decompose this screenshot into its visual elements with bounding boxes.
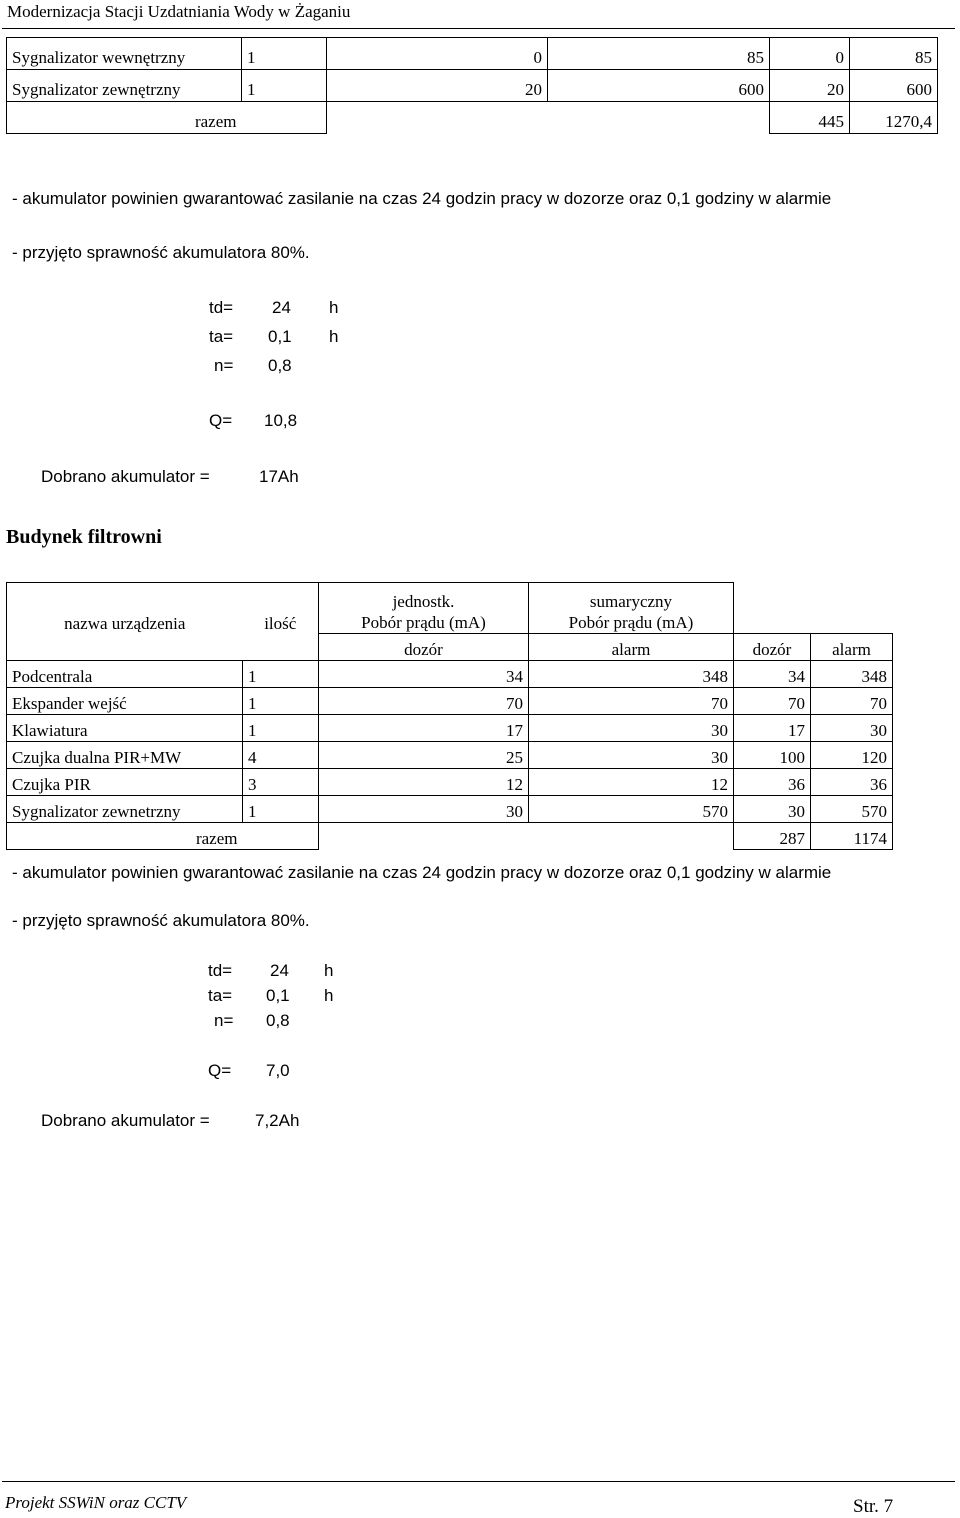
subheader-alarm-1: alarm (529, 634, 734, 661)
table-cell: 600 (548, 70, 770, 102)
table-total-row (7, 102, 938, 134)
battery-note-1: - akumulator powinien gwarantować zasilanie na czas 24 godzin pracy w dozorze oraz 0,1 godziny w alarmie (12, 863, 832, 882)
battery-note-1: - akumulator powinien gwarantować zasilanie na czas 24 godzin pracy w dozorze oraz 0,1 godziny w alarmie (12, 189, 832, 208)
table-cell: 1 (243, 796, 319, 823)
section-heading: Budynek filtrowni (6, 526, 162, 548)
header-unit-line1: jednostk. (392, 592, 455, 611)
table-total-row (7, 823, 893, 850)
table-cell: 34 (319, 661, 529, 688)
dobrano-label: Dobrano akumulator = (41, 1111, 210, 1130)
table-cell: Sygnalizator zewnętrzny (7, 70, 242, 102)
battery-note-2: - przyjęto sprawność akumulatora 80%. (12, 243, 310, 262)
td-label: td= (209, 298, 234, 317)
n-value: 0,8 (268, 356, 292, 375)
table-cell: 1 (242, 38, 327, 70)
table-cell: 25 (319, 742, 529, 769)
table-row (7, 742, 893, 769)
q-label: Q= (208, 1061, 232, 1080)
table-cell: 12 (319, 769, 529, 796)
ta-label: ta= (208, 986, 233, 1005)
table-cell: 20 (327, 70, 548, 102)
n-value: 0,8 (266, 1011, 290, 1030)
table-header-row (7, 583, 893, 634)
page-header-title: Modernizacja Stacji Uzdatniania Wody w Żaganiu (7, 2, 351, 21)
td-value: 24 (270, 961, 289, 980)
ta-unit: h (324, 986, 334, 1005)
table-cell: 30 (734, 796, 811, 823)
table-cell: 70 (319, 688, 529, 715)
dobrano-label: Dobrano akumulator = (41, 467, 210, 486)
n-label: n= (214, 356, 234, 375)
footer-project: Projekt SSWiN oraz CCTV (5, 1493, 187, 1512)
power-table-1 (6, 37, 938, 134)
table-cell: 36 (811, 769, 893, 796)
subheader-alarm-2: alarm (811, 634, 893, 661)
total-alarm: 1270,4 (850, 102, 938, 134)
table-cell: Sygnalizator zewnetrzny (7, 796, 243, 823)
td-label: td= (208, 961, 233, 980)
table-row (7, 796, 893, 823)
dobrano-value: 7,2Ah (255, 1111, 300, 1130)
table-cell: Czujka dualna PIR+MW (7, 742, 243, 769)
ta-label: ta= (209, 327, 234, 346)
td-unit: h (329, 298, 339, 317)
ta-value: 0,1 (268, 327, 292, 346)
table-row (7, 715, 893, 742)
table-cell: 85 (548, 38, 770, 70)
table-cell: 100 (734, 742, 811, 769)
subheader-dozor-2: dozór (734, 634, 811, 661)
table-cell: 17 (319, 715, 529, 742)
table-cell: 1 (243, 688, 319, 715)
table-cell: 12 (529, 769, 734, 796)
power-table-2 (6, 582, 893, 850)
header-sum (529, 583, 734, 634)
table-cell: 20 (770, 70, 850, 102)
ta-value: 0,1 (266, 986, 290, 1005)
n-label: n= (214, 1011, 234, 1030)
total-label: razem (7, 102, 242, 134)
table-row (7, 661, 893, 688)
table-cell: 3 (243, 769, 319, 796)
table-cell: Ekspander wejść (7, 688, 243, 715)
q-value: 7,0 (266, 1061, 290, 1080)
header-divider (2, 28, 955, 29)
table-cell: 1 (243, 661, 319, 688)
table-cell: 348 (529, 661, 734, 688)
q-value: 10,8 (264, 411, 298, 430)
td-unit: h (324, 961, 334, 980)
td-value: 24 (272, 298, 291, 317)
table-cell: 30 (529, 742, 734, 769)
table-cell: 570 (811, 796, 893, 823)
page-number: Str. 7 (853, 1496, 894, 1517)
table-cell: 36 (734, 769, 811, 796)
table-cell: 30 (529, 715, 734, 742)
table-cell: 1 (242, 70, 327, 102)
header-unit (319, 583, 529, 634)
table-cell: 70 (529, 688, 734, 715)
table-row (7, 38, 938, 70)
header-sum-line1: sumaryczny (589, 592, 673, 611)
table-row (7, 688, 893, 715)
dobrano-value: 17Ah (259, 467, 299, 486)
table-cell: 1 (243, 715, 319, 742)
table-row (7, 769, 893, 796)
footer-divider (2, 1481, 955, 1482)
table-cell: 30 (319, 796, 529, 823)
table-cell: 85 (850, 38, 938, 70)
table-cell: 0 (327, 38, 548, 70)
header-qty: ilość (243, 583, 319, 634)
table-cell: Sygnalizator wewnętrzny (7, 38, 242, 70)
table-cell: Podcentrala (7, 661, 243, 688)
table-cell: 4 (243, 742, 319, 769)
ta-unit: h (329, 327, 339, 346)
table-cell: 600 (850, 70, 938, 102)
total-label: razem (7, 823, 243, 850)
table-cell: 34 (734, 661, 811, 688)
total-dozor: 287 (734, 823, 811, 850)
total-alarm: 1174 (811, 823, 893, 850)
table-cell: 70 (734, 688, 811, 715)
total-dozor: 445 (770, 102, 850, 134)
table-row (7, 70, 938, 102)
table-cell: Klawiatura (7, 715, 243, 742)
table-cell: 17 (734, 715, 811, 742)
table-cell: 0 (770, 38, 850, 70)
table-cell: 348 (811, 661, 893, 688)
subheader-dozor-1: dozór (319, 634, 529, 661)
header-sum-line2: Pobór prądu (mA) (568, 613, 694, 632)
battery-note-2: - przyjęto sprawność akumulatora 80%. (12, 911, 310, 930)
table-cell: 120 (811, 742, 893, 769)
q-label: Q= (209, 411, 233, 430)
table-cell: 70 (811, 688, 893, 715)
header-unit-line2: Pobór prądu (mA) (361, 613, 486, 632)
header-name: nazwa urządzenia (7, 583, 243, 634)
table-cell: 570 (529, 796, 734, 823)
table-subheader-row (7, 634, 893, 661)
table-cell: Czujka PIR (7, 769, 243, 796)
table-cell: 30 (811, 715, 893, 742)
